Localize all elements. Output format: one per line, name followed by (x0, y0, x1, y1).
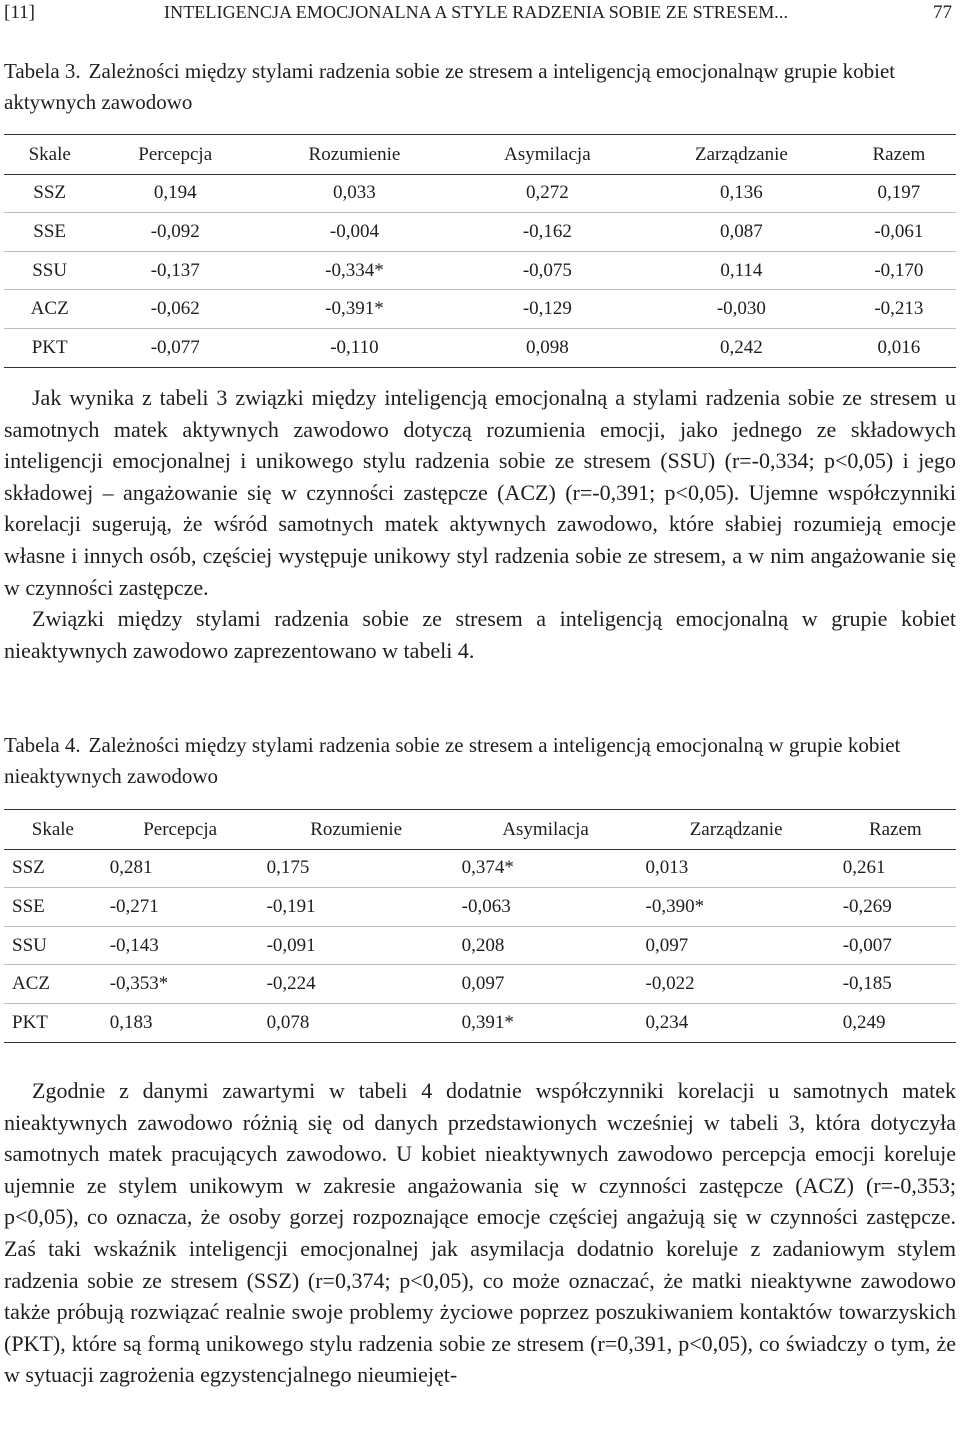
table-3-label: Tabela 3. (4, 59, 81, 83)
table-cell: 0,097 (638, 926, 835, 965)
table-cell: -0,224 (259, 965, 454, 1004)
table-4-label: Tabela 4. (4, 733, 81, 757)
table-3-caption-text: Zależności między stylami radzenia sobie ze stresem a inteligencją emocjonalnąw grupie kobiet aktywnych zawodowo (4, 59, 896, 114)
table-cell: -0,390* (638, 888, 835, 927)
column-header: Asymilacja (504, 143, 591, 165)
table-cell: -0,075 (454, 251, 641, 290)
table-cell: ACZ (4, 290, 95, 329)
column-header: Zarządzanie (694, 143, 788, 165)
table-cell: 0,097 (454, 965, 638, 1004)
chapter-number: [11] (4, 2, 35, 23)
table-cell: -0,213 (842, 290, 956, 329)
table-cell: -0,061 (842, 213, 956, 252)
table-cell: SSU (4, 251, 95, 290)
table-cell: SSE (4, 213, 95, 252)
table-cell: -0,022 (638, 965, 835, 1004)
body-text-section-2 (4, 1075, 956, 1391)
column-header: Skale (31, 818, 74, 840)
table-cell: -0,269 (835, 888, 956, 927)
table-3-caption (4, 56, 952, 118)
table-cell: 0,197 (842, 174, 956, 213)
column-header: Percepcja (138, 143, 213, 165)
table-row (4, 926, 956, 965)
table-cell: 0,374* (454, 849, 638, 888)
table-cell: SSZ (4, 174, 95, 213)
table-row (4, 328, 956, 367)
table-cell: -0,271 (102, 888, 259, 927)
table-cell: -0,191 (259, 888, 454, 927)
table-4-caption (4, 730, 952, 792)
table-cell: 0,281 (102, 849, 259, 888)
page-number: 77 (933, 2, 952, 23)
column-header: Razem (872, 143, 926, 165)
table-cell: 0,261 (835, 849, 956, 888)
table-row (4, 965, 956, 1004)
table-cell: 0,208 (454, 926, 638, 965)
table-cell: 0,016 (842, 328, 956, 367)
paragraph: Związki między stylami radzenia sobie ze stresem a inteligencją emocjonalną w grupie kobiet nieaktywnych zawodowo zaprezentowano w tabeli 4. (4, 606, 956, 663)
table-4 (4, 811, 956, 1043)
table-cell: 0,391* (454, 1003, 638, 1042)
table-cell: -0,077 (95, 328, 255, 367)
table-cell: 0,033 (255, 174, 454, 213)
table-cell: -0,162 (454, 213, 641, 252)
table-cell: 0,114 (641, 251, 842, 290)
table-cell: -0,091 (259, 926, 454, 965)
column-header: Rozumienie (310, 818, 403, 840)
table-cell: ACZ (4, 965, 102, 1004)
table-cell: 0,183 (102, 1003, 259, 1042)
table-3 (4, 136, 956, 368)
running-header (4, 2, 952, 26)
table-cell: 0,272 (454, 174, 641, 213)
column-header: Skale (28, 143, 71, 165)
table-cell: 0,013 (638, 849, 835, 888)
table-4-caption-text: Zależności między stylami radzenia sobie ze stresem a inteligencją emocjonalną w grupie kobiet nieaktywnych zawodowo (4, 733, 901, 788)
table-cell: SSU (4, 926, 102, 965)
table-cell: 0,234 (638, 1003, 835, 1042)
table-cell: -0,143 (102, 926, 259, 965)
table-cell: PKT (4, 328, 95, 367)
table-row (4, 1003, 956, 1042)
table-cell: -0,185 (835, 965, 956, 1004)
table-cell: -0,110 (255, 328, 454, 367)
table-cell: -0,004 (255, 213, 454, 252)
table-row (4, 849, 956, 888)
table-header-row (4, 136, 956, 174)
table-cell: 0,087 (641, 213, 842, 252)
table-row (4, 888, 956, 927)
table-cell: -0,092 (95, 213, 255, 252)
table-3-top-rule (4, 134, 956, 135)
table-header-row (4, 811, 956, 849)
table-cell: SSZ (4, 849, 102, 888)
table-row (4, 213, 956, 252)
table-cell: -0,137 (95, 251, 255, 290)
table-cell: 0,136 (641, 174, 842, 213)
table-cell: -0,129 (454, 290, 641, 329)
body-text-section-1 (4, 382, 956, 666)
table-row (4, 251, 956, 290)
table-cell: 0,249 (835, 1003, 956, 1042)
paragraph: Jak wynika z tabeli 3 związki między inteligencją emocjonalną a stylami radzenia sobie ze stresem u samotnych matek aktywnych zawodowo dotyczą rozumienia emocji, jako jednego ze składowych inteligencji emocjonalnej i unikowego stylu radzenia sobie ze stresem (SSU) (r=-0,334; p<0,05) i jego składowej – angażowanie się w czynności zastępcze (ACZ) (r=-0,391; p<0,05). Ujemne współczynniki korelacji sugerują, że wśród samotnych matek aktywnych zawodowo, które słabiej rozumieją emocje własne i innych osób, częściej występuje unikowy styl radzenia sobie ze stresem, a w nim angażowanie się w czynności zastępcze. (4, 385, 956, 600)
column-header: Rozumienie (308, 143, 401, 165)
table-cell: 0,098 (454, 328, 641, 367)
table-cell: 0,242 (641, 328, 842, 367)
table-cell: -0,063 (454, 888, 638, 927)
table-cell: 0,175 (259, 849, 454, 888)
running-title: INTELIGENCJA EMOCJONALNA A STYLE RADZENIA SOBIE ZE STRESEM... (164, 2, 789, 22)
table-cell: -0,030 (641, 290, 842, 329)
table-cell: -0,391* (255, 290, 454, 329)
table-cell: -0,334* (255, 251, 454, 290)
table-cell: SSE (4, 888, 102, 927)
table-4-top-rule (4, 809, 956, 810)
column-header: Razem (868, 818, 922, 840)
column-header: Asymilacja (502, 818, 589, 840)
column-header: Percepcja (143, 818, 218, 840)
column-header: Zarządzanie (689, 818, 783, 840)
paragraph: Zgodnie z danymi zawartymi w tabeli 4 dodatnie współczynniki korelacji u samotnych matek nieaktywnych zawodowo różnią się od danych przedstawionych wcześniej w tabeli 3, która dotyczyła samotnych matek pracujących zawodowo. U kobiet nieaktywnych zawodowo percepcja emocji koreluje ujemnie ze stylem unikowym w zakresie angażowania się w czynności zastępcze (ACZ) (r=-0,353; p<0,05), co oznacza, że osoby gorzej rozpoznające emocje częściej angażują się w czynności zastępcze. Zaś taki wskaźnik inteligencji emocjonalnej jak asymilacja dodatnio koreluje z zadaniowym stylem radzenia sobie ze stresem (SSZ) (r=0,374; p<0,05), co może oznaczać, że matki nieaktywne zawodowo także próbują rozwiązać realnie swoje problemy życiowe poprzez poszukiwaniem kontaktów towarzyskich (PKT), które są formą unikowego stylu radzenia sobie ze stresem (r=0,391, p<0,05), co świadczy o tym, że w sytuacji zagrożenia egzystencjalnego nieumiejęt- (4, 1078, 956, 1388)
table-row (4, 290, 956, 329)
table-cell: 0,078 (259, 1003, 454, 1042)
table-cell: 0,194 (95, 174, 255, 213)
table-row (4, 174, 956, 213)
table-cell: -0,170 (842, 251, 956, 290)
table-cell: -0,007 (835, 926, 956, 965)
table-cell: -0,062 (95, 290, 255, 329)
table-cell: -0,353* (102, 965, 259, 1004)
table-cell: PKT (4, 1003, 102, 1042)
